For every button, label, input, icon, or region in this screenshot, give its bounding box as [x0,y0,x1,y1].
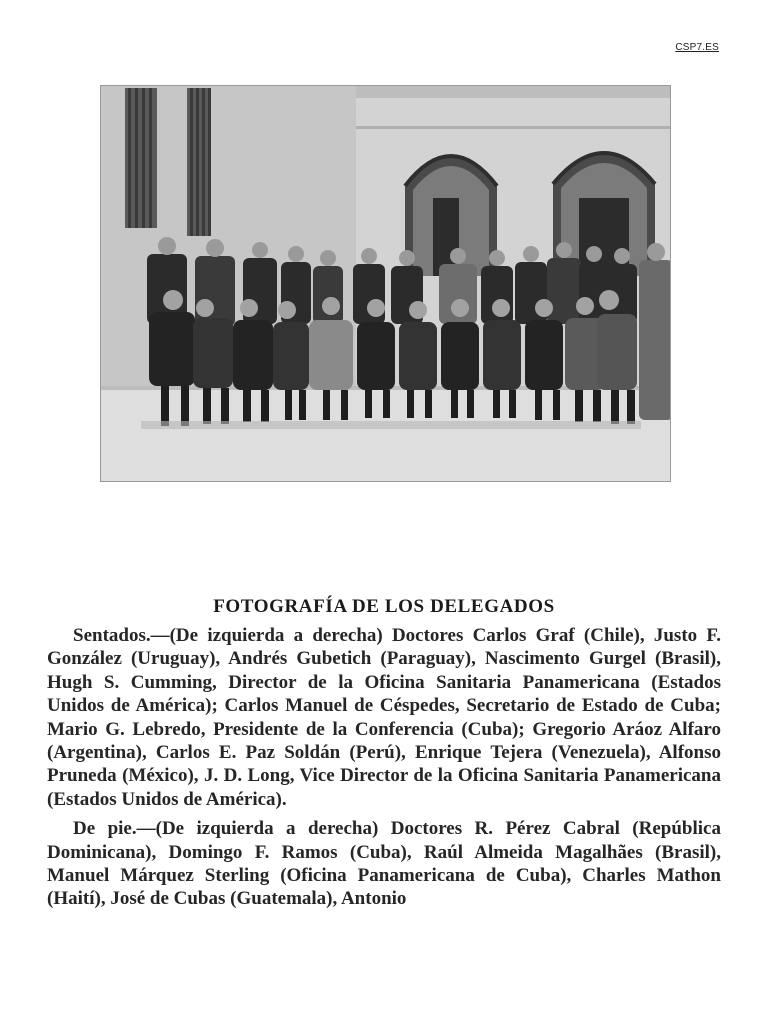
caption-title: FOTOGRAFÍA DE LOS DELEGADOS [213,596,555,617]
arched-door-right [553,153,655,276]
delegates-photograph [100,85,671,482]
group-photo-illustration [101,86,670,481]
caption-seated-paragraph: Sentados.—(De izquierda a derecha) Doctores Carlos Graf (Chile), Justo F. González (Uruguay), Andrés Gubetich (Paraguay), Nascimento Gurgel (Brasil), Hugh S. Cumming, Director de la Oficina Sanitaria Panamericana (Estados Unidos de América); Carlos Manuel de Céspedes, Secretario de Estado de Cuba; Mario G. Lebredo, Presidente de la Conferencia (Cuba); Gregorio Aráoz Alfaro (Argentina), Carlos E. Paz Soldán (Perú), Enrique Tejera (Venezuela), Alfonso Pruneda (México), J. D. Long, Vice Director de la Oficina Sanitaria Panamericana (Estados Unidos de América). [47,625,721,810]
document-code: CSP7.ES [675,42,719,53]
caption-standing-paragraph: De pie.—(De izquierda a derecha) Doctores R. Pérez Cabral (República Dominicana), Domingo F. Ramos (Cuba), Raúl Almeida Magalhães (Brasil), Manuel Márquez Sterling (Oficina Panamericana de Cuba), Charles Mathon (Haití), José de Cubas (Guatemala), Antonio [47,818,721,910]
photo-caption [47,596,721,917]
